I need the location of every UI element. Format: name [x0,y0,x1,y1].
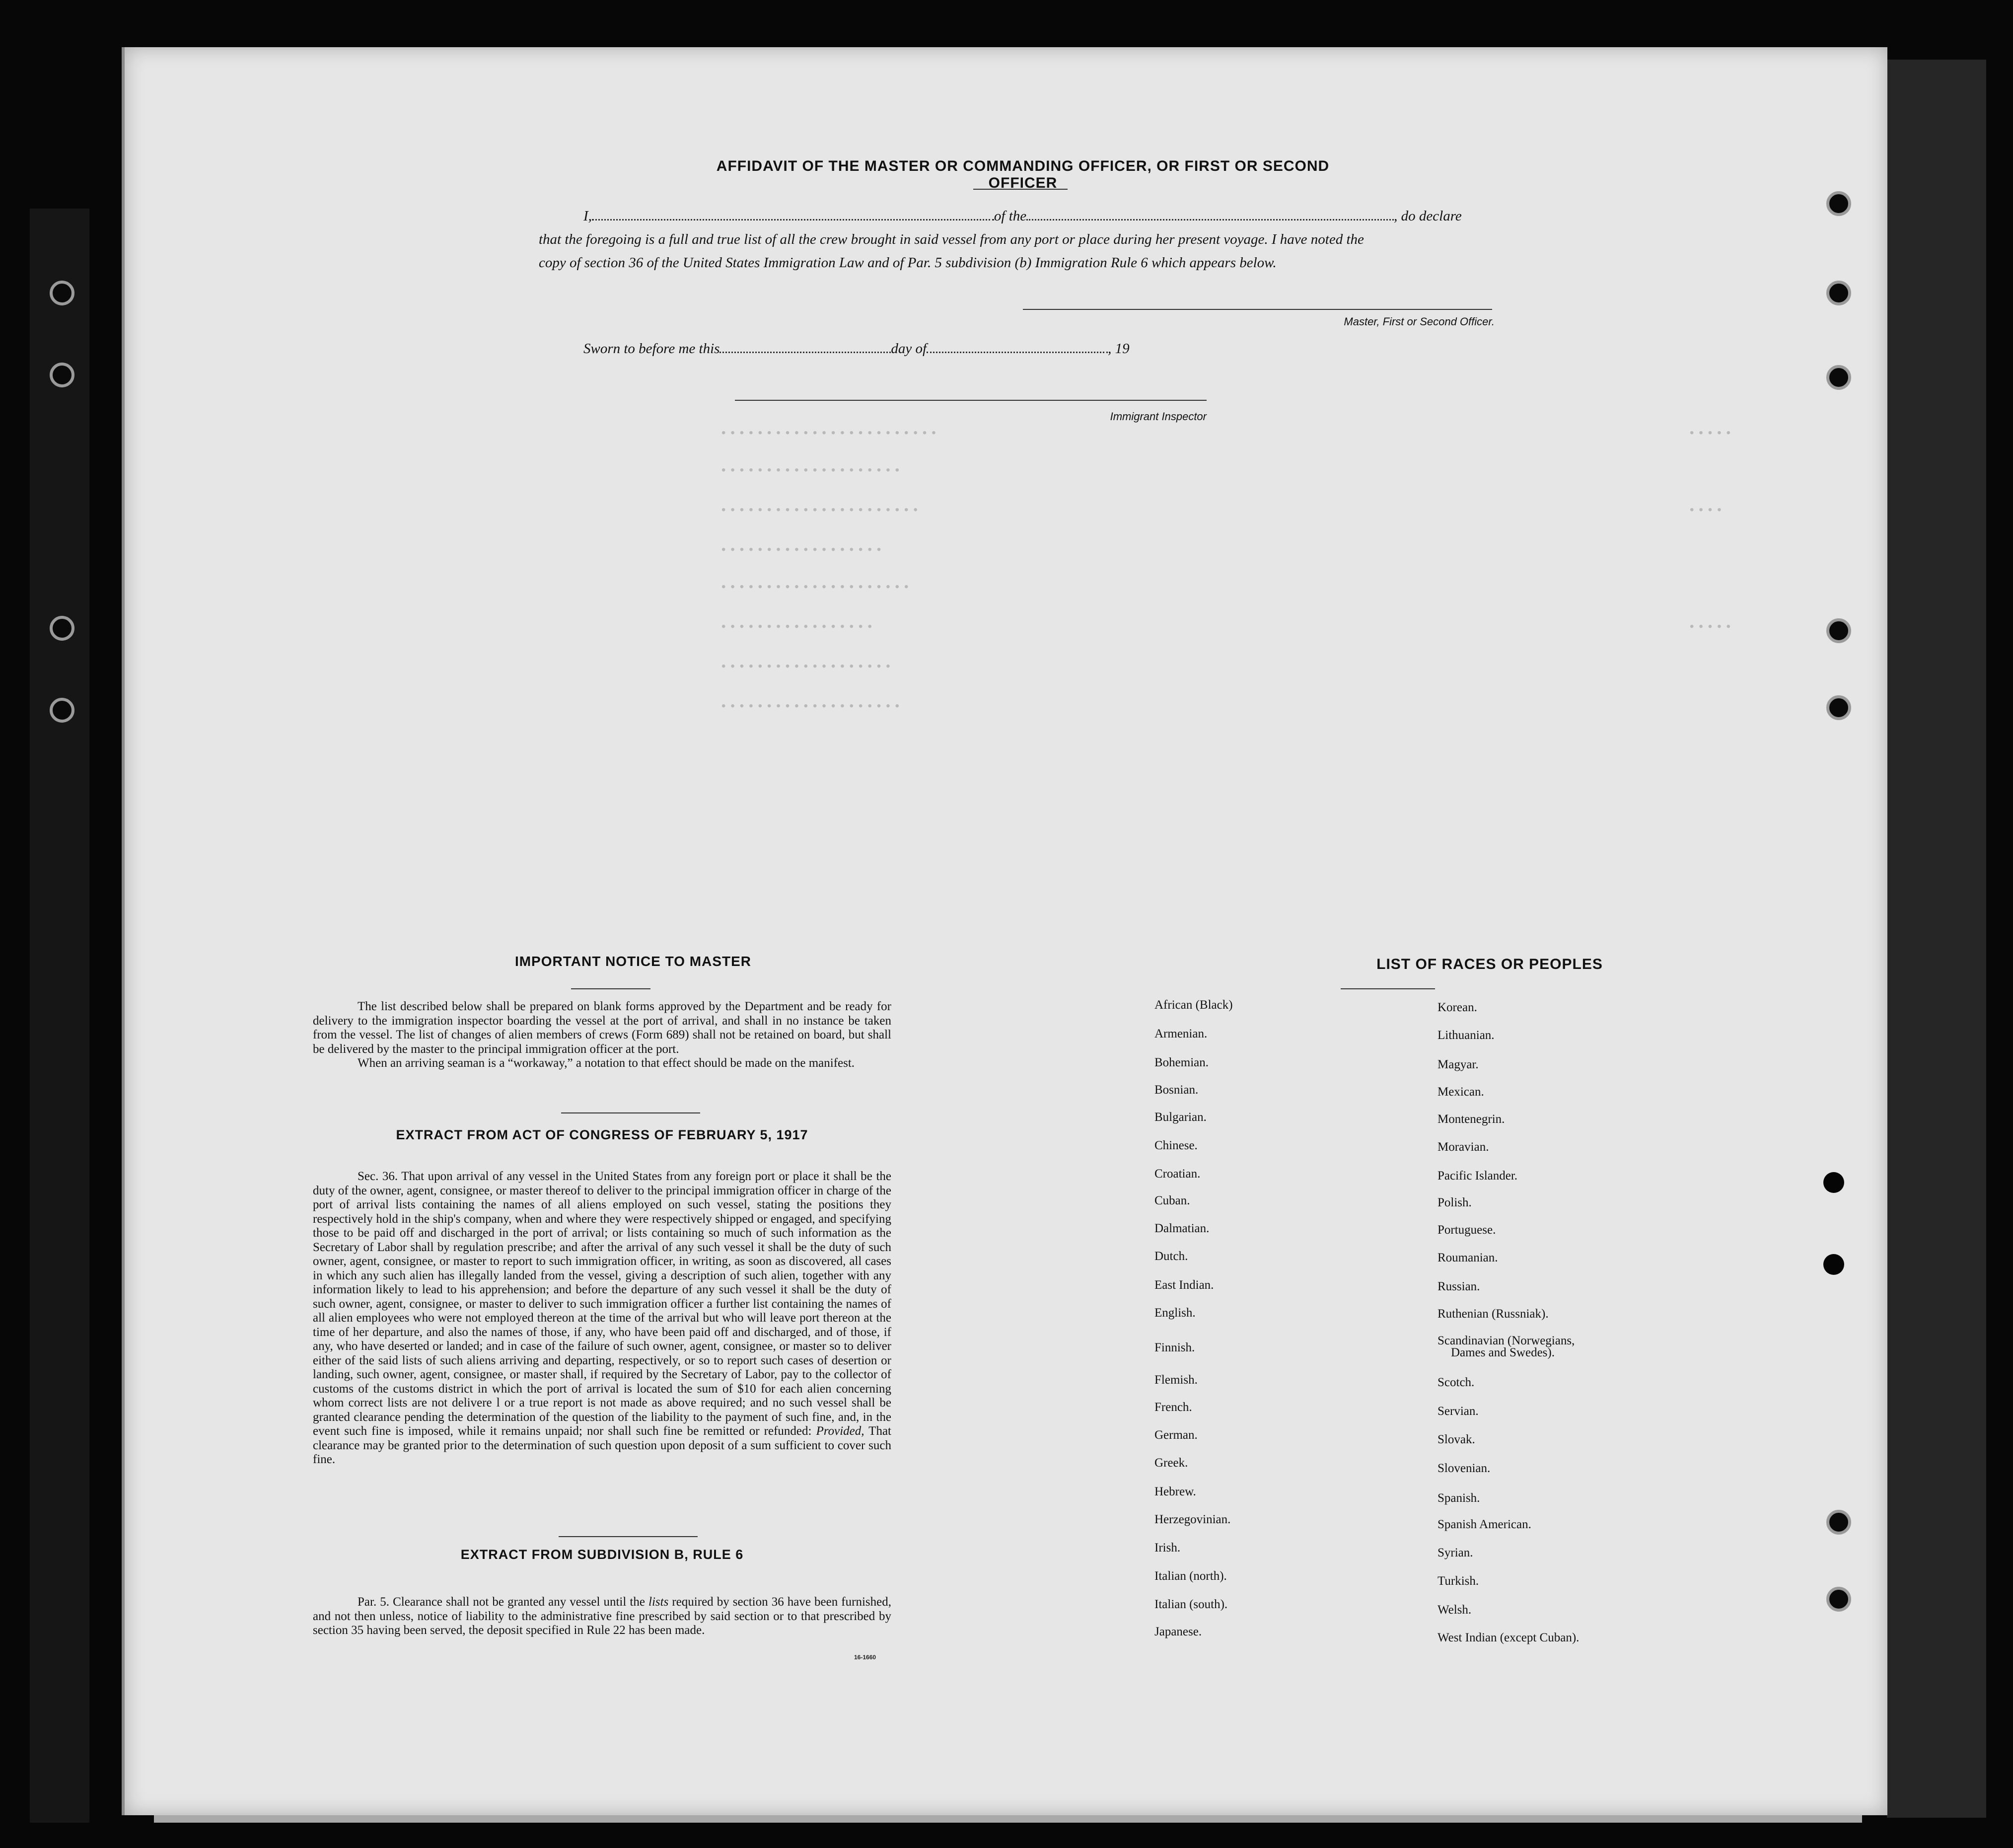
sworn-label: Sworn to before me this [583,341,720,357]
race-item: Italian (south). [1154,1598,1228,1611]
notice-paragraph-1: The list described below shall be prepared on blank forms approved by the Department and be ready for delivery to the immigration inspector boarding the vessel at the port of arrival, and shall in no instance be taken from the vessel. The list of changes of alien members of crews (Form 689) shall not be retained on board, but shall be delivered by the master to the principal immigration officer at the port. [313,1000,891,1056]
vessel-name-field[interactable] [1026,219,1394,221]
section-divider [561,1112,700,1113]
declarant-prefix: I, [583,208,592,224]
affidavit-line-3: copy of section 36 of the United States Immigration Law and of Par. 5 subdivision (b) Immigration Rule 6 which appears below. [539,255,1277,271]
race-item: Korean. [1438,1001,1477,1014]
act-extract-body [313,1170,891,1467]
bleed-through-text: ••••• [1688,427,1734,441]
of-the-label: of the [994,208,1027,224]
race-item: Cuban. [1154,1194,1190,1207]
affidavit-title: AFFIDAVIT OF THE MASTER OR COMMANDING OFFICER, OR FIRST OR SECOND OFFICER [716,158,1330,191]
provided-word: Provided, [816,1424,864,1438]
sworn-line [583,339,1229,359]
affidavit-line-1 [583,206,1497,226]
race-item: Lithuanian. [1438,1029,1495,1042]
binder-hole [50,698,74,723]
punch-hole [1826,1510,1851,1535]
punch-hole [1826,191,1851,216]
binder-hole [50,281,74,305]
binder-left [30,209,89,1823]
punch-hole-dark [1823,1254,1844,1275]
section-36-text [313,1170,891,1467]
form-number: 16-1660 [854,1654,876,1661]
race-item: Spanish. [1438,1491,1480,1505]
race-item: Hebrew. [1154,1485,1196,1498]
master-signature-label: Master, First or Second Officer. [1344,315,1495,328]
section-36-text-part2: That clearance may be granted prior to the determination of such question upon deposit of a sum sufficient to cover such fine. [313,1424,891,1466]
section-divider [559,1536,698,1537]
bleed-through-text: ••••• [1688,621,1734,634]
punch-hole [1826,281,1851,305]
title-underline [973,189,1068,190]
punch-hole [1826,1587,1851,1612]
race-item: Dalmatian. [1154,1222,1210,1235]
bleed-through-text: ••••••••••••••••••• [720,661,894,674]
inspector-label: Immigrant Inspector [1110,410,1207,423]
race-item: Scotch. [1438,1376,1475,1389]
bleed-through-text: •••••••••••••••••••••••• [720,427,939,441]
race-item: Mexican. [1438,1085,1484,1099]
binder-hole [50,363,74,387]
race-item: Irish. [1154,1541,1181,1554]
race-item: Greek. [1154,1456,1188,1470]
bleed-through-text: •••••••••••••••••••• [720,700,903,714]
notice-title: IMPORTANT NOTICE TO MASTER [514,954,752,969]
race-item: Japanese. [1154,1625,1202,1638]
race-item: Croatian. [1154,1167,1201,1181]
race-item: Chinese. [1154,1139,1198,1152]
rule-extract-title: EXTRACT FROM SUBDIVISION B, RULE 6 [460,1547,744,1562]
act-extract-title: EXTRACT FROM ACT OF CONGRESS OF FEBRUARY 5, 1917 [396,1127,808,1142]
affidavit-line-2: that the foregoing is a full and true list of all the crew brought in said vessel from any port or place during her present voyage. I have noted the [539,231,1364,247]
bleed-through-text: •••••••••••••••••••• [720,464,903,478]
race-item: African (Black) [1154,998,1233,1012]
race-item: East Indian. [1154,1278,1214,1292]
race-item: Spanish American. [1438,1518,1531,1531]
race-item: Moravian. [1438,1140,1489,1154]
punch-hole [1826,618,1851,643]
par-5-text-part2: required by section 36 have been furnished, and not then unless, notice of liability to the administrative fine prescribed by said section or to that prescribed by section 35 having been served, the deposit specified in Rule 22 has been made. [313,1595,891,1637]
race-item: Bosnian. [1154,1083,1199,1097]
race-item: Dames and Swedes). [1451,1346,1555,1359]
race-item: Bulgarian. [1154,1110,1207,1124]
race-item: Polish. [1438,1196,1472,1209]
races-title-underline [1341,988,1435,989]
race-item: Ruthenian (Russniak). [1438,1307,1549,1321]
race-item: Montenegrin. [1438,1112,1505,1126]
binder-right [1887,60,1986,1818]
par-5-text [313,1595,891,1638]
race-item: Roumanian. [1438,1251,1498,1264]
notice-title-underline [571,988,650,989]
race-item: Italian (north). [1154,1569,1227,1583]
day-of-label: day of [891,341,927,357]
inspector-signature-line[interactable] [735,400,1207,401]
rule-extract-body [313,1595,891,1638]
sworn-day-field[interactable] [719,352,891,353]
race-item: Turkish. [1438,1574,1479,1588]
year-prefix: , 19 [1108,341,1130,357]
race-item: Slovenian. [1438,1462,1491,1475]
sworn-month-field[interactable] [927,352,1108,353]
race-item: Pacific Islander. [1438,1169,1518,1183]
races-title: LIST OF RACES OR PEOPLES [1376,956,1603,972]
declare-label: , do declare [1394,208,1462,224]
race-item: Scandinavian (Norwegians, [1438,1334,1575,1347]
bleed-through-text: ••••••••••••••••••••• [720,581,912,594]
race-item: Magyar. [1438,1058,1479,1071]
bleed-through-text: •••••••••••••••••••••• [720,504,921,517]
master-signature-line[interactable] [1023,309,1492,310]
race-item: Dutch. [1154,1250,1188,1263]
section-36-text-part1: Sec. 36. That upon arrival of any vessel in the United States from any foreign port or place it shall be the duty of the owner, agent, consignee, or master thereof to deliver to the principal immigration officer in charge of the port of arrival lists containing the names of all aliens employed on such vessel, stating the positions they respectively hold in the ship's company, when and where they were respectively shipped or engaged, and specifying those to be paid off and discharged in the port of arrival; or lists containing so much of such information as the Secretary of Labor shall by regulation prescribe; and after the arrival of any such vessel it shall be the duty of such owner, agent, consignee, or master to report to such immigration officer, in writing, as soon as discovered, all cases in which any such alien has illegally landed from the vessel, giving a description of such alien, together with any information likely to lead to his apprehension; and before the departure of any such vessel it shall be the duty of such owner, agent, consignee, or master to deliver to such immigration officer a further list containing the names of all alien employees who were not employed thereon at the time of the arrival but who will leave port thereon at the time of her departure, and also the names of those, if any, who have been paid off and discharged, and of those, if any, who have deserted or landed; and in case of the failure of such owner, agent, consignee, or master so to deliver either of the said lists of such aliens arriving and departing, respectively, or so to report such cases of desertion or landing, such owner, agent, consignee, or master shall, if required by the Secretary of Labor, pay to the collector of customs of the customs district in which the port of arrival is located the sum of $10 for each alien concerning whom correct lists are not delivere l or a true report is not made as above required; and no such vessel shall be granted clearance pending the determination of the question of the liability to the payment of such fine, and, in the event such fine is imposed, while it remains unpaid; nor shall such fine be remitted or refunded: [313,1170,891,1438]
race-item: Syrian. [1438,1546,1473,1559]
race-item: Portuguese. [1438,1223,1496,1237]
bleed-through-text: •••••••••••••••••• [720,544,885,557]
notice-body [313,1000,891,1071]
race-item: German. [1154,1428,1198,1442]
race-item: Finnish. [1154,1341,1195,1354]
punch-hole-dark [1823,1172,1844,1193]
punch-hole [1826,695,1851,720]
race-item: Welsh. [1438,1603,1472,1617]
race-item: English. [1154,1306,1196,1320]
par-5-text-part1: Par. 5. Clearance shall not be granted any vessel until the [358,1595,648,1609]
race-item: Flemish. [1154,1373,1198,1387]
race-item: Armenian. [1154,1027,1208,1040]
punch-hole [1826,365,1851,390]
race-item: Slovak. [1438,1433,1475,1446]
race-item: Bohemian. [1154,1056,1209,1069]
race-item: Russian. [1438,1280,1480,1293]
race-item: French. [1154,1401,1192,1414]
race-item: Herzegovinian. [1154,1513,1231,1526]
lists-word: lists [648,1595,669,1609]
notice-paragraph-2: When an arriving seaman is a “workaway,” a notation to that effect should be made on the manifest. [358,1056,855,1070]
race-item: West Indian (except Cuban). [1438,1631,1580,1644]
binder-hole [50,616,74,641]
bleed-through-text: •••• [1688,504,1725,517]
bleed-through-text: ••••••••••••••••• [720,621,875,634]
race-item: Servian. [1438,1404,1479,1418]
declarant-name-field[interactable] [592,219,994,221]
